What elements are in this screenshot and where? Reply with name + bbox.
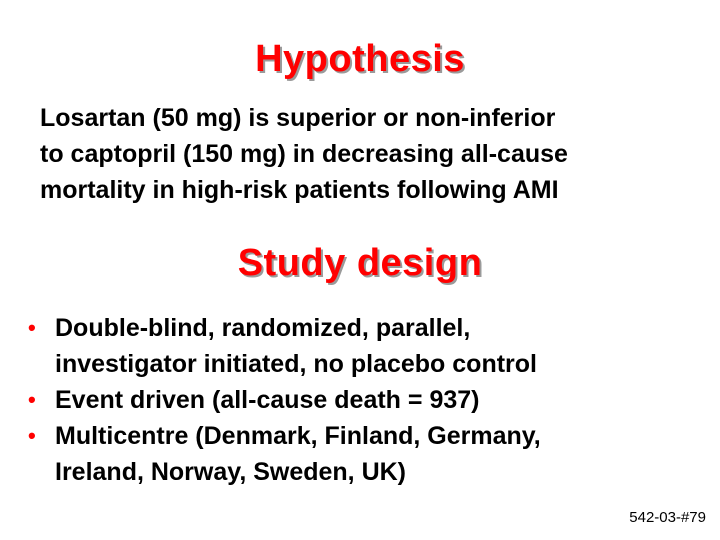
bullet-icon: • (28, 315, 36, 340)
bullet-line: Double-blind, randomized, parallel, (55, 314, 471, 342)
list-item (28, 418, 708, 490)
bullet-icon: • (28, 387, 36, 412)
bullet-line: Ireland, Norway, Sweden, UK) (55, 458, 407, 486)
study-design-heading: Study design (237, 242, 483, 284)
slide-id: 542-03-#79 (629, 509, 706, 526)
list-item (28, 382, 708, 418)
hypothesis-text (40, 100, 710, 208)
bullet-line: Multicentre (Denmark, Finland, Germany, (55, 422, 541, 450)
list-item (28, 310, 708, 382)
hypothesis-line: mortality in high-risk patients following AMI (40, 176, 559, 204)
bullet-line: investigator initiated, no placebo control (55, 350, 537, 378)
hypothesis-heading: Hypothesis (255, 38, 465, 80)
hypothesis-line: to captopril (150 mg) in decreasing all-cause (40, 140, 568, 168)
hypothesis-line: Losartan (50 mg) is superior or non-inferior (40, 104, 556, 132)
bullet-line: Event driven (all-cause death = 937) (55, 386, 480, 414)
bullet-icon: • (28, 423, 36, 448)
study-design-list (28, 310, 708, 490)
